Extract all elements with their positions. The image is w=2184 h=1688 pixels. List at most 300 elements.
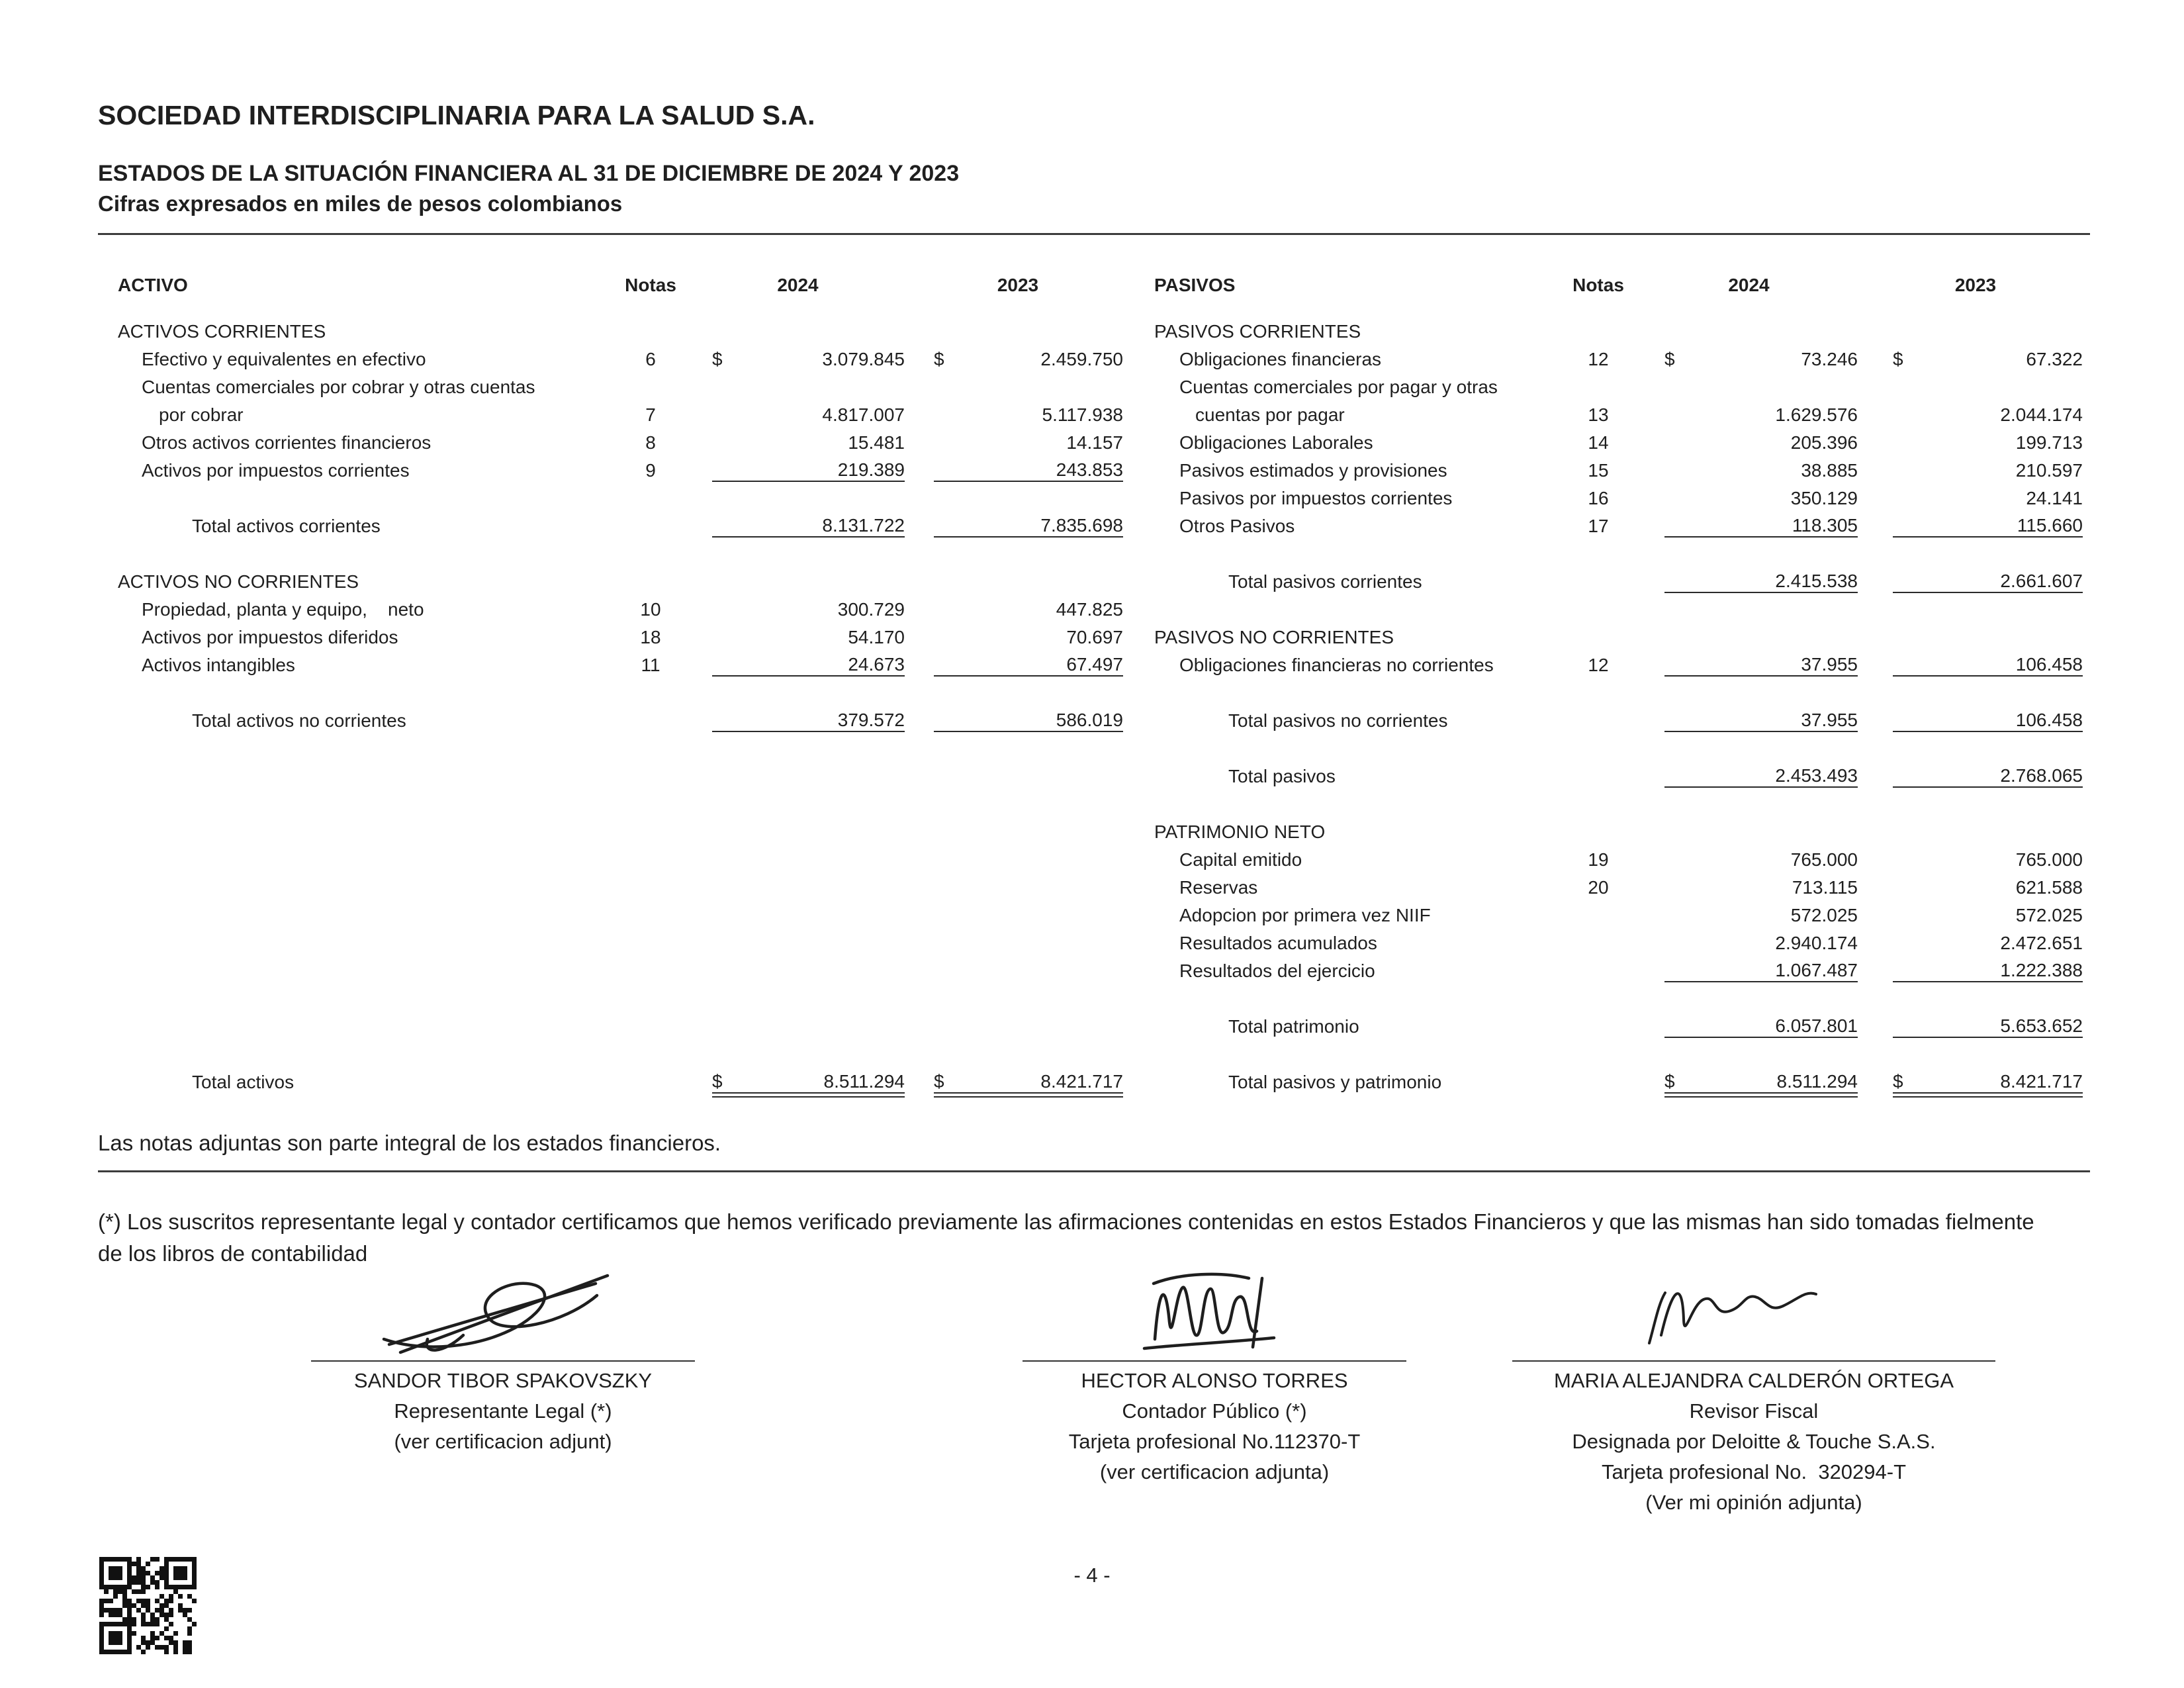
left-row-nota [614,318,687,346]
signatory-details [1023,1396,1406,1487]
amount-2023: 2.472.651 [2000,933,2083,953]
right-row-nota [1562,373,1635,401]
left-value-2024 [687,651,909,679]
left-row-label: Activos por impuestos diferidos [142,627,398,647]
right-value-2023 [1863,429,2088,457]
column-gap [1127,763,1150,790]
amount-2023: 2.661.607 [2000,571,2083,591]
amount-2023: 8.421.717 [1040,1071,1123,1092]
left-value-2023 [909,957,1127,985]
right-value-2024 [1635,1068,1863,1096]
right-value-2023 [1863,540,2088,568]
left-value-2024 [687,735,909,763]
left-value-2023 [909,929,1127,957]
left-row-nota: 7 [645,404,656,425]
left-row-label [98,818,614,846]
right-row-label: PASIVOS CORRIENTES [1154,321,1361,342]
left-row-nota: 8 [645,432,656,453]
amount-2023: 67.497 [1066,654,1123,675]
right-row-nota [1562,1068,1635,1096]
amount-2023: 243.853 [1056,459,1123,480]
right-row-label [1150,790,1562,818]
right-value-2023 [1863,651,2088,679]
right-row-nota [1562,707,1635,735]
right-row-nota: 14 [1588,432,1609,453]
right-row-label [1150,735,1562,763]
amount-2023: 14.157 [1066,432,1123,453]
left-row-label [98,846,614,874]
right-row-label [1150,679,1562,707]
left-value-2023 [909,846,1127,874]
right-row-nota [1562,679,1635,707]
right-value-2024 [1635,401,1863,429]
right-row-label: Pasivos por impuestos corrientes [1179,488,1453,508]
signatory-detail-line: Representante Legal (*) [394,1399,612,1423]
left-value-2024 [687,763,909,790]
right-value-2023 [1863,596,2088,624]
signatory-detail-line: Revisor Fiscal [1689,1399,1819,1423]
left-row-nota [614,902,687,929]
column-gap [1127,790,1150,818]
left-value-2023 [909,818,1127,846]
right-value-2023 [1863,1041,2088,1068]
right-value-2023 [1863,1068,2088,1096]
left-row-label: Propiedad, planta y equipo, neto [142,599,424,620]
left-value-2024 [687,401,909,429]
left-value-2023 [909,373,1127,401]
amount-2024: 15.481 [848,432,905,453]
left-row-nota [614,707,687,735]
right-row-label: Cuentas comerciales por pagar y otras [1179,377,1498,397]
left-value-2023 [909,790,1127,818]
table-row [98,568,2088,596]
left-value-2024 [687,457,909,485]
column-gap [1127,679,1150,707]
right-row-label: Obligaciones financieras [1179,349,1382,369]
currency-symbol: $ [712,1071,723,1092]
amount-2024: 8.511.294 [823,1071,905,1092]
right-row-label: Pasivos estimados y provisiones [1179,460,1447,481]
left-value-2024 [687,818,909,846]
left-row-nota [614,929,687,957]
left-value-2024 [687,485,909,512]
right-value-2023 [1863,707,2088,735]
left-value-2024 [687,512,909,540]
amount-2024: 300.729 [837,599,905,620]
amount-2023: 5.653.652 [2000,1015,2083,1036]
left-row-label [98,929,614,957]
right-value-2024 [1635,735,1863,763]
right-value-2024 [1635,929,1863,957]
right-value-2023 [1863,790,2088,818]
right-row-label [1150,1041,1562,1068]
right-row-nota [1562,902,1635,929]
amount-2024: 3.079.845 [822,349,905,369]
table-row [98,790,2088,818]
left-value-2023 [909,596,1127,624]
left-row-label [98,790,614,818]
table-row [98,707,2088,735]
left-value-2023 [909,457,1127,485]
right-value-2024 [1635,1013,1863,1041]
column-gap [1127,457,1150,485]
signatory-detail-line: Tarjeta profesional No. 320294-T [1601,1460,1907,1483]
left-value-2023 [909,1068,1127,1096]
left-value-2024 [687,929,909,957]
right-row-nota [1562,985,1635,1013]
units-subtitle: Cifras expresados en miles de pesos colombianos [98,191,623,216]
left-value-2024 [687,874,909,902]
left-row-label [98,902,614,929]
right-row-label: PASIVOS NO CORRIENTES [1154,627,1394,647]
left-value-2023 [909,624,1127,651]
right-row-nota [1562,763,1635,790]
right-row-nota [1562,957,1635,985]
left-row-nota [614,1041,687,1068]
right-value-2024 [1635,568,1863,596]
right-row-nota: 20 [1588,877,1609,898]
amount-2024: 8.131.722 [822,515,905,536]
amount-2024: 1.629.576 [1775,404,1858,425]
column-gap [1127,846,1150,874]
amount-2023: 2.459.750 [1040,349,1123,369]
right-value-2023 [1863,957,2088,985]
left-value-2023 [909,318,1127,346]
right-value-2024 [1635,485,1863,512]
right-row-nota: 16 [1588,488,1609,508]
table-row [98,596,2088,624]
left-row-nota [614,485,687,512]
left-value-2023 [909,540,1127,568]
document-header [98,99,959,217]
right-value-2024 [1635,457,1863,485]
column-gap [1127,401,1150,429]
header-divider [98,233,2090,235]
table-row [98,1068,2088,1096]
column-gap [1127,1041,1150,1068]
left-value-2024 [687,624,909,651]
column-gap [1127,318,1150,346]
signatory-detail-line: Tarjeta profesional No.112370-T [1068,1430,1361,1453]
amount-2024: 4.817.007 [822,404,905,425]
right-row-nota: 13 [1588,404,1609,425]
currency-symbol: $ [1664,1071,1675,1092]
column-gap [1127,707,1150,735]
left-row-label: Total activos corrientes [192,516,381,536]
header-pasivos: PASIVOS [1154,275,1236,295]
right-value-2023 [1863,846,2088,874]
signature-image [1069,1261,1360,1360]
signatory-name: SANDOR TIBOR SPAKOVSZKY [353,1369,653,1392]
column-gap [1127,902,1150,929]
signatory-detail-line: (ver certificacion adjunta) [1099,1460,1330,1483]
left-row-nota [614,846,687,874]
currency-symbol: $ [712,349,723,369]
header-notas-right: Notas [1572,275,1624,295]
column-gap [1127,874,1150,902]
left-row-nota [614,568,687,596]
signature-image [357,1261,649,1360]
right-value-2023 [1863,763,2088,790]
amount-2024: 8.511.294 [1776,1071,1858,1092]
left-value-2023 [909,429,1127,457]
table-row [98,874,2088,902]
right-row-label: Total pasivos y patrimonio [1228,1072,1442,1092]
right-value-2024 [1635,651,1863,679]
right-row-nota [1562,1013,1635,1041]
left-value-2024 [687,540,909,568]
left-value-2023 [909,874,1127,902]
left-value-2024 [687,346,909,373]
right-value-2023 [1863,401,2088,429]
header-2024-left: 2024 [777,275,819,295]
column-gap [1127,429,1150,457]
column-gap [1127,651,1150,679]
amount-2023: 621.588 [2015,877,2083,898]
table-row [98,735,2088,763]
amount-2023: 67.322 [2026,349,2083,369]
amount-2024: 2.415.538 [1775,571,1858,591]
left-row-label: Cuentas comerciales por cobrar y otras cuentas [142,377,535,397]
right-value-2024 [1635,1041,1863,1068]
left-row-nota [614,1068,687,1096]
signature-block-legal-representative [311,1261,695,1457]
right-row-label: Capital emitido [1179,849,1302,870]
table-row [98,651,2088,679]
signatory-detail-line: Contador Público (*) [1122,1399,1307,1423]
amount-2024: 1.067.487 [1775,960,1858,980]
right-value-2023 [1863,624,2088,651]
signature-block-fiscal-auditor [1512,1261,1995,1518]
left-value-2023 [909,985,1127,1013]
table-row [98,457,2088,485]
left-value-2024 [687,957,909,985]
amount-2023: 1.222.388 [2000,960,2083,980]
footer-divider [98,1170,2090,1172]
amount-2023: 115.660 [2017,515,2083,536]
left-row-nota [614,874,687,902]
right-row-label: cuentas por pagar [1195,404,1345,425]
left-value-2023 [909,568,1127,596]
signatory-details [1512,1396,1995,1518]
right-value-2024 [1635,818,1863,846]
right-value-2023 [1863,1013,2088,1041]
amount-2023: 586.019 [1056,710,1123,730]
table-row [98,485,2088,512]
left-value-2024 [687,373,909,401]
amount-2024: 205.396 [1790,432,1858,453]
left-row-label [98,763,614,790]
amount-2023: 447.825 [1056,599,1123,620]
amount-2023: 2.044.174 [2000,404,2083,425]
table-row [98,957,2088,985]
right-row-label: Total pasivos [1228,766,1336,786]
right-value-2024 [1635,512,1863,540]
column-gap [1127,929,1150,957]
table-row [98,346,2088,373]
amount-2023: 70.697 [1066,627,1123,647]
right-row-label: Total patrimonio [1228,1016,1359,1037]
right-row-label [1150,985,1562,1013]
left-row-nota [614,985,687,1013]
right-value-2024 [1635,346,1863,373]
left-row-nota: 11 [641,655,660,675]
amount-2024: 38.885 [1801,460,1858,481]
notes-statement: Las notas adjuntas son parte integral de los estados financieros. [98,1131,721,1155]
right-value-2024 [1635,624,1863,651]
right-value-2023 [1863,512,2088,540]
amount-2024: 765.000 [1790,849,1858,870]
right-value-2024 [1635,679,1863,707]
statement-title: ESTADOS DE LA SITUACIÓN FINANCIERA AL 31 DE DICIEMBRE DE 2024 Y 2023 [98,161,960,186]
left-value-2024 [687,318,909,346]
amount-2023: 106.458 [2015,710,2083,730]
left-value-2024 [687,568,909,596]
right-row-nota [1562,790,1635,818]
column-gap [1127,818,1150,846]
left-row-label [98,735,614,763]
left-row-nota [614,1013,687,1041]
left-value-2024 [687,596,909,624]
column-gap [1127,596,1150,624]
right-row-label: Resultados acumulados [1179,933,1377,953]
table-row [98,679,2088,707]
right-row-nota: 15 [1588,460,1609,481]
right-row-nota [1562,1041,1635,1068]
right-value-2024 [1635,985,1863,1013]
right-value-2023 [1863,929,2088,957]
right-row-label: Obligaciones Laborales [1179,432,1373,453]
left-row-label [98,485,614,512]
column-gap [1127,512,1150,540]
left-row-nota [614,373,687,401]
amount-2023: 8.421.717 [2000,1071,2083,1092]
right-row-nota: 17 [1588,516,1609,536]
left-value-2023 [909,902,1127,929]
currency-symbol: $ [1664,349,1675,369]
table-row [98,1041,2088,1068]
left-row-label [98,985,614,1013]
currency-symbol: $ [934,1071,944,1092]
left-row-label [98,679,614,707]
right-value-2023 [1863,568,2088,596]
right-value-2023 [1863,485,2088,512]
column-gap [1127,346,1150,373]
right-value-2023 [1863,457,2088,485]
header-notas-left: Notas [625,275,676,295]
table-row [98,846,2088,874]
left-value-2023 [909,485,1127,512]
certification-text: (*) Los suscritos representante legal y contador certificamos que hemos verificado previamente las afirmaciones contenidas en estos Estados Financieros y que las mismas han sido tomadas fielmente de los libros de contabilidad [98,1209,2034,1266]
left-row-label [98,540,614,568]
table-row [98,763,2088,790]
company-title: SOCIEDAD INTERDISCIPLINARIA PARA LA SALUD S.A. [98,100,815,130]
left-row-label [98,874,614,902]
signature-image [1608,1261,1899,1360]
right-row-label: Resultados del ejercicio [1179,961,1375,981]
table-row [98,429,2088,457]
left-row-nota: 10 [640,599,661,620]
amount-2024: 37.955 [1801,654,1858,675]
column-gap [1127,957,1150,985]
right-row-nota [1562,624,1635,651]
amount-2024: 37.955 [1801,710,1858,730]
left-row-label [98,1041,614,1068]
right-value-2023 [1863,735,2088,763]
right-value-2023 [1863,874,2088,902]
right-row-label: Adopcion por primera vez NIIF [1179,905,1431,925]
left-value-2024 [687,429,909,457]
amount-2023: 2.768.065 [2000,765,2083,786]
column-gap [1127,735,1150,763]
right-value-2023 [1863,346,2088,373]
left-value-2024 [687,679,909,707]
balance-sheet-table [98,270,2088,1096]
amount-2023: 199.713 [2015,432,2083,453]
amount-2024: 73.246 [1801,349,1858,369]
column-gap [1127,568,1150,596]
right-value-2024 [1635,902,1863,929]
right-row-nota [1562,596,1635,624]
currency-symbol: $ [1893,1071,1903,1092]
left-row-label [98,1013,614,1041]
right-row-label [1150,540,1562,568]
signatory-details [311,1396,695,1457]
amount-2024: 2.453.493 [1775,765,1858,786]
table-row [98,1013,2088,1041]
right-row-nota [1562,735,1635,763]
left-value-2024 [687,902,909,929]
right-row-nota [1562,318,1635,346]
left-row-nota [614,957,687,985]
left-row-label: ACTIVOS CORRIENTES [118,321,326,342]
right-value-2023 [1863,902,2088,929]
currency-symbol: $ [1893,349,1903,369]
right-value-2023 [1863,373,2088,401]
qr-code [99,1557,197,1654]
amount-2023: 5.117.938 [1042,404,1123,425]
amount-2024: 118.305 [1792,515,1858,536]
left-value-2023 [909,763,1127,790]
right-row-nota [1562,568,1635,596]
right-value-2024 [1635,763,1863,790]
header-2023-left: 2023 [997,275,1039,295]
signatory-detail-line: Designada por Deloitte & Touche S.A.S. [1572,1430,1936,1453]
amount-2024: 2.940.174 [1775,933,1858,953]
right-row-label: Otros Pasivos [1179,516,1295,536]
amount-2023: 765.000 [2015,849,2083,870]
amount-2024: 572.025 [1790,905,1858,925]
left-row-nota [614,679,687,707]
signature-line [1512,1360,1995,1362]
right-value-2024 [1635,429,1863,457]
amount-2023: 106.458 [2015,654,2083,675]
left-row-label: por cobrar [159,404,244,425]
table-row [98,929,2088,957]
signatory-detail-line: (Ver mi opinión adjunta) [1645,1491,1862,1514]
signatory-name: HECTOR ALONSO TORRES [1081,1369,1348,1392]
right-value-2024 [1635,318,1863,346]
left-value-2023 [909,707,1127,735]
left-value-2023 [909,346,1127,373]
right-row-nota [1562,540,1635,568]
left-value-2023 [909,679,1127,707]
right-row-nota [1562,929,1635,957]
right-row-nota: 12 [1588,655,1609,675]
right-value-2024 [1635,846,1863,874]
left-row-label: ACTIVOS NO CORRIENTES [118,571,359,592]
table-row [98,902,2088,929]
